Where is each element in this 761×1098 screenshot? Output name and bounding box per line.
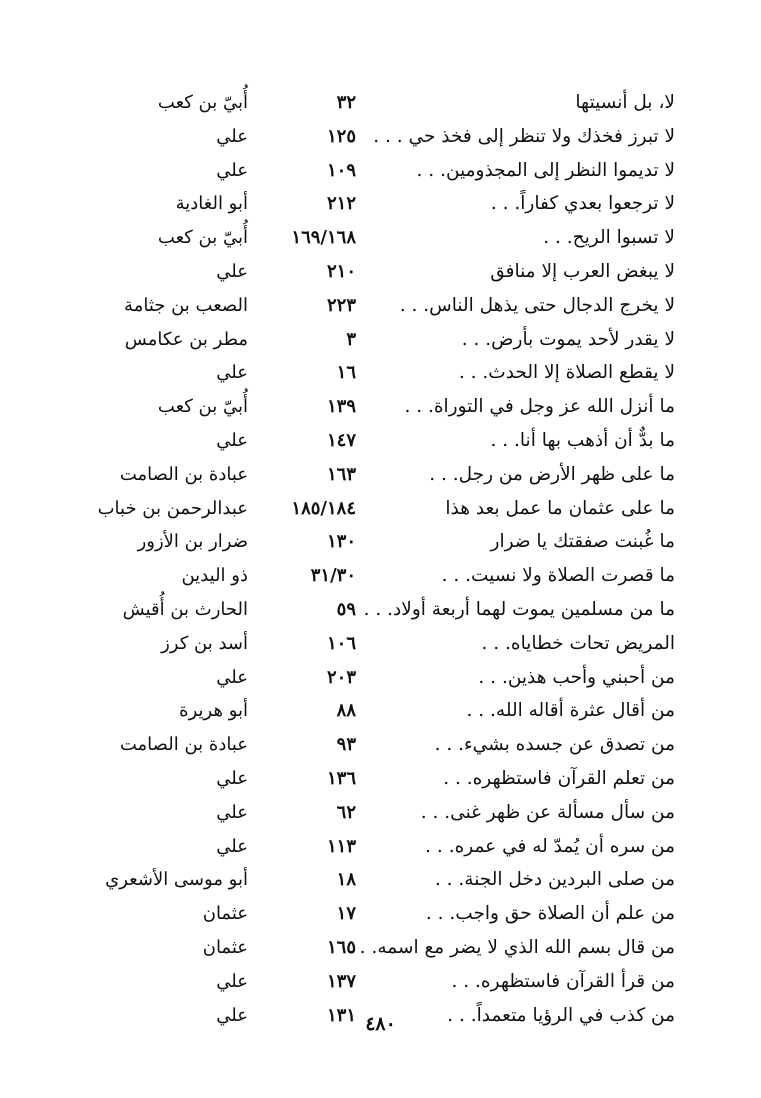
table-row [0,931,761,965]
hadith-text: من أقال عثرة أقاله الله. . . [466,700,675,722]
hadith-text: من كذب في الرؤيا متعمداً. . . [447,1004,675,1026]
hadith-text: من تصدق عن جسده بشيء. . . [434,734,675,756]
table-row [0,762,761,796]
narrator-name: عثمان [202,903,248,925]
table-row [0,458,761,492]
hadith-text: من صلى البردين دخل الجنة. . . [434,869,675,891]
hadith-text: من علم أن الصلاة حق واجب. . . [425,903,675,925]
page-reference: ١٣١ [326,1004,356,1026]
hadith-text: ما على عثمان ما عمل بعد هذا [445,497,675,519]
table-row [0,863,761,897]
hadith-text: ما قصرت الصلاة ولا نسيت. . . [441,565,675,587]
page-reference: ٣١/٣٠ [310,565,356,587]
page-reference: ١٨٥/١٨٤ [291,497,356,519]
narrator-name: ذو اليدين [181,565,248,587]
page-reference: ١٣٩ [326,396,356,418]
table-row [0,390,761,424]
hadith-text: من قال بسم الله الذي لا يضر مع اسمه. . . [347,936,675,958]
table-row [0,525,761,559]
narrator-name: علي [216,125,248,147]
page-reference: ١٣٠ [326,531,356,553]
hadith-text: لا تسبوا الريح. . . [543,227,675,249]
narrator-name: عبادة بن الصامت [119,734,248,756]
table-row [0,593,761,627]
page-reference: ١٦٣ [326,463,356,485]
hadith-text: من سأل مسألة عن ظهر غنى. . . [420,801,675,823]
narrator-name: علي [216,767,248,789]
hadith-text: من أحبني وأحب هذين. . . [478,666,675,688]
page-reference: ١٧ [336,903,356,925]
table-row [0,289,761,323]
table-row [0,356,761,390]
hadith-text: ما على ظهر الأرض من رجل. . . [429,463,675,485]
page-reference: ١٨ [336,869,356,891]
table-row [0,154,761,188]
hadith-text: ما بدٌّ أن أذهب بها أنا. . . [490,429,675,451]
narrator-name: عبادة بن الصامت [119,463,248,485]
page-number: ٤٨٠ [365,1013,396,1035]
hadith-text: لا تبرز فخذك ولا تنظر إلى فخذ حي . . . [373,125,675,147]
narrator-name: أبو الغادية [175,193,248,215]
table-row [0,965,761,999]
table-row [0,728,761,762]
table-row [0,86,761,120]
table-row [0,120,761,154]
page-reference: ١٠٦ [326,632,356,654]
hadith-text: من تعلم القرآن فاستظهره. . . [443,767,675,789]
hadith-text: من سره أن يُمدّ له في عمره. . . [425,835,675,857]
page-reference: ١٦٥ [326,936,356,958]
page-reference: ١٦ [336,362,356,384]
page-reference: ١٣٧ [326,970,356,992]
narrator-name: علي [216,260,248,282]
narrator-name: أبو موسى الأشعري [105,869,248,891]
hadith-text: لا تديموا النظر إلى المجذومين. . . [416,159,675,181]
page-reference: ٦٢ [336,801,356,823]
table-row [0,492,761,526]
hadith-text: لا ترجعوا بعدي كفاراً. . . [490,193,675,215]
narrator-name: علي [216,362,248,384]
narrator-name: مطر بن عكامس [124,328,248,350]
page-reference: ٣٢ [336,92,356,113]
page-reference: ٥٩ [336,598,356,620]
hadith-text: المريض تحات خطاياه. . . [481,632,675,654]
table-row [0,221,761,255]
page-reference: ١١٣ [326,835,356,857]
page-reference: ٢١٠ [326,260,356,282]
page-reference: ٢٢٣ [326,294,356,316]
page-reference: ٣ [346,328,356,350]
hadith-index-table [0,86,761,1032]
hadith-text: لا يقطع الصلاة إلا الحدث. . . [458,362,675,384]
narrator-name: علي [216,429,248,451]
narrator-name: أُبيّ بن كعب [157,396,248,418]
page-reference: ١٢٥ [326,125,356,147]
table-row [0,694,761,728]
hadith-text: لا يخرج الدجال حتى يذهل الناس. . . [399,294,675,316]
table-row [0,323,761,357]
narrator-name: أسد بن كرز [161,632,248,654]
table-row [0,627,761,661]
narrator-name: أُبيّ بن كعب [157,92,248,113]
narrator-name: علي [216,970,248,992]
page-reference: ١٤٧ [326,429,356,451]
narrator-name: أُبيّ بن كعب [157,227,248,249]
hadith-text: لا يبغض العرب إلا منافق [490,260,675,282]
table-row [0,830,761,864]
hadith-text: من قرأ القرآن فاستظهره. . . [451,970,675,992]
page-reference: ٢١٢ [326,193,356,215]
narrator-name: ضرار بن الأزور [137,531,248,553]
page-reference: ١٠٩ [326,159,356,181]
page-reference: ١٣٦ [326,767,356,789]
page-reference: ٢٠٣ [326,666,356,688]
table-row [0,796,761,830]
page-reference: ٩٣ [336,734,356,756]
hadith-text: ما أنزل الله عز وجل في التوراة. . . [404,396,675,418]
table-row [0,255,761,289]
narrator-name: علي [216,1004,248,1026]
narrator-name: عبدالرحمن بن خباب [97,497,248,519]
hadith-text: ما من مسلمين يموت لهما أربعة أولاد. . . [363,598,675,620]
hadith-text: لا، بل أنسيتها [575,92,675,113]
hadith-text: لا يقدر لأحد يموت بأرض. . . [461,328,675,350]
table-row [0,661,761,695]
page-reference: ١٦٩/١٦٨ [291,227,356,249]
narrator-name: علي [216,835,248,857]
hadith-text: ما غُبنت صفقتك يا ضرار [490,531,675,553]
narrator-name: علي [216,666,248,688]
table-row [0,559,761,593]
narrator-name: الحارث بن أُقيش [122,598,248,620]
table-row [0,424,761,458]
narrator-name: علي [216,159,248,181]
table-row [0,897,761,931]
narrator-name: علي [216,801,248,823]
page-reference: ٨٨ [336,700,356,722]
narrator-name: عثمان [202,936,248,958]
table-row [0,187,761,221]
narrator-name: الصعب بن جثامة [124,294,248,316]
narrator-name: أبو هريرة [179,700,248,722]
